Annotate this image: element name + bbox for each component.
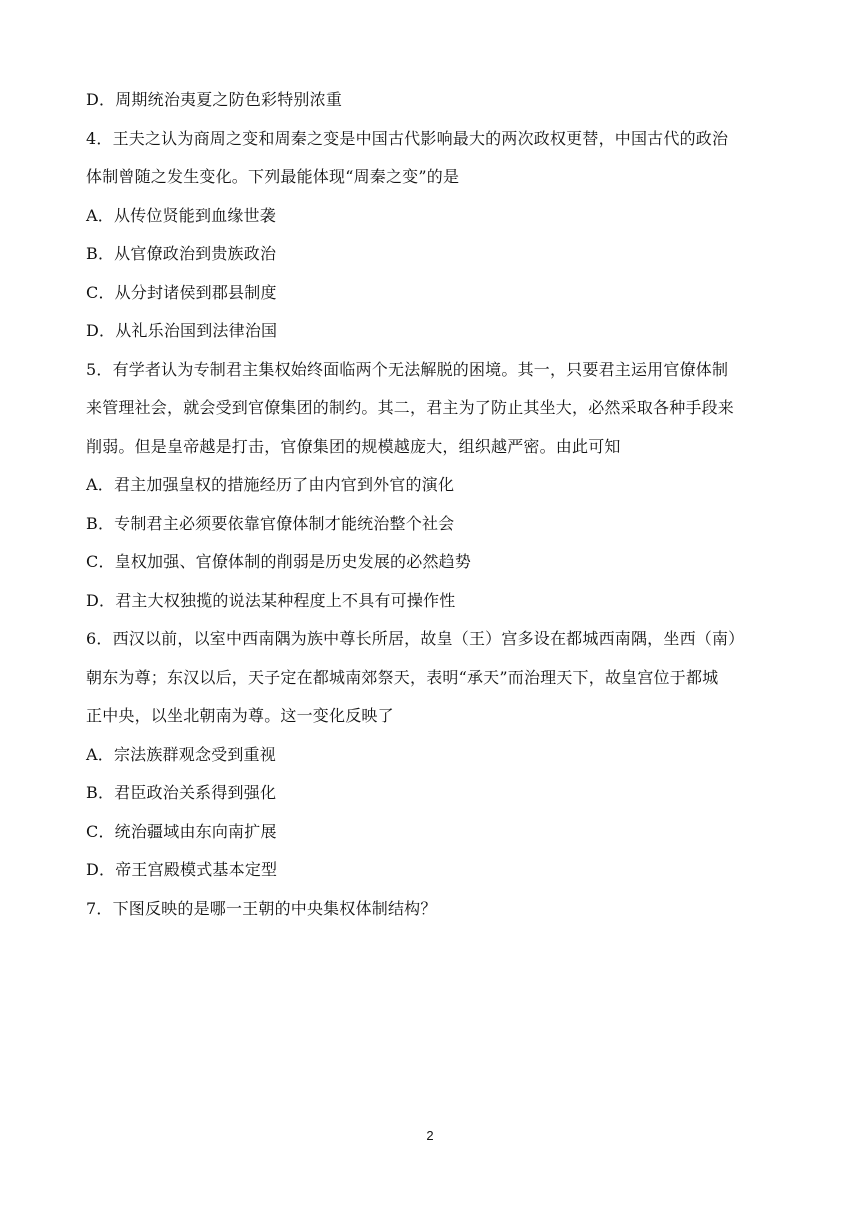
question-6-stem-line-1: 6．西汉以前，以室中西南隅为族中尊长所居，故皇（王）宫多设在都城西南隅，坐西（南）	[86, 629, 745, 648]
question-6-stem-line-3: 正中央，以坐北朝南为尊。这一变化反映了	[86, 706, 394, 725]
question-6-option-c: C．统治疆域由东向南扩展	[86, 821, 277, 841]
page-number: 2	[426, 1128, 434, 1143]
question-5-option-d: D．君主大权独揽的说法某种程度上不具有可操作性	[86, 590, 456, 610]
question-4-stem-line-2: 体制曾随之发生变化。下列最能体现“周秦之变”的是	[86, 167, 460, 186]
question-7-stem: 7．下图反映的是哪一王朝的中央集权体制结构？	[86, 898, 437, 918]
question-5-stem-line-2: 来管理社会，就会受到官僚集团的制约。其二，君主为了防止其坐大，必然采取各种手段来	[86, 398, 735, 417]
question-5-option-a: A．君主加强皇权的措施经历了由内官到外官的演化	[86, 475, 455, 494]
question-4-option-d: D．从礼乐治国到法律治国	[86, 321, 278, 340]
document-body	[86, 88, 776, 935]
question-6-option-a: A．宗法族群观念受到重视	[86, 744, 276, 764]
question-5-option-b: B．专制君主必须要依靠官僚体制才能统治整个社会	[86, 513, 455, 533]
question-4-option-b: B．从官僚政治到贵族政治	[86, 244, 277, 263]
question-6-option-b: B．君臣政治关系得到强化	[86, 783, 277, 802]
question-5-option-c: C．皇权加强、官僚体制的削弱是历史发展的必然趋势	[86, 552, 472, 571]
question-5-stem-line-3: 削弱。但是皇帝越是打击，官僚集团的规模越庞大，组织越严密。由此可知	[86, 436, 621, 456]
question-4-stem-line-1: 4．王夫之认为商周之变和周秦之变是中国古代影响最大的两次政权更替，中国古代的政治	[86, 128, 729, 148]
question-4-option-a: A．从传位贤能到血缘世袭	[86, 205, 276, 225]
option-d-q3: D．周期统治夷夏之防色彩特别浓重	[86, 90, 343, 109]
question-6-stem-line-2: 朝东为尊；东汉以后，天子定在都城南郊祭天，表明“承天”而治理天下，故皇宫位于都城	[86, 667, 719, 687]
question-5-stem-line-1: 5．有学者认为专制君主集权始终面临两个无法解脱的困境。其一，只要君主运用官僚体制	[86, 359, 729, 379]
question-6-option-d: D．帝王宫殿模式基本定型	[86, 860, 278, 879]
question-4-option-c: C．从分封诸侯到郡县制度	[86, 282, 277, 302]
